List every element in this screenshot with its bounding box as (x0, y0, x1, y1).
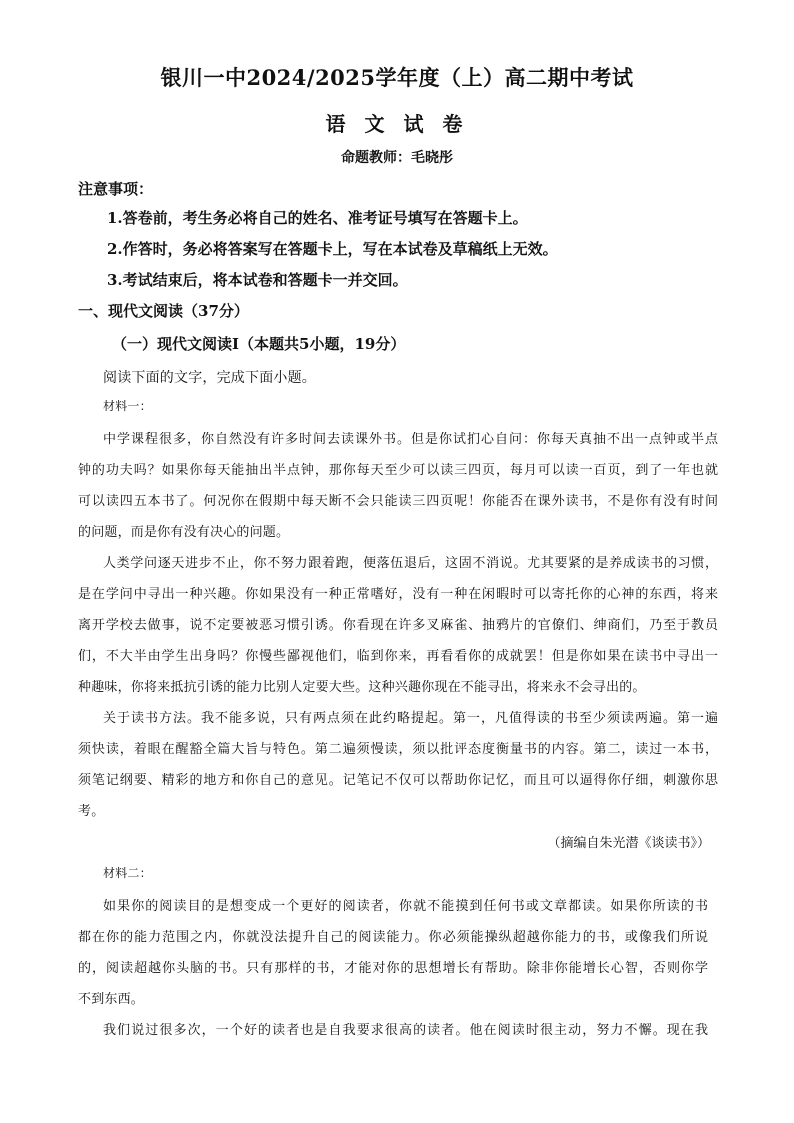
notice-item: 1.答卷前，考生务必将自己的姓名、准考证号填写在答题卡上。 (107, 209, 528, 227)
notice-item: 2.作答时，务必将答案写在答题卡上，写在本试卷及草稿纸上无效。 (107, 240, 558, 258)
material-label: 材料二： (103, 866, 152, 880)
instruction-text: 阅读下面的文字，完成下面小题。 (103, 370, 316, 386)
text-line: 关于读书方法。我不能多说，只有两点须在此约略提起。第一，凡值得读的书至少须读两遍。第一遍 (103, 711, 718, 726)
paper-subtitle: 语 文 试 卷 (325, 112, 469, 136)
text-line: 离开学校去做事，说不定要被恶习惯引诱。你看现在许多叉麻雀、抽鸦片的官僚们、绅商们，乃至于教员 (78, 618, 718, 633)
source-citation: （摘编自朱光潜《谈读书》） (547, 836, 710, 851)
text-line: 的，阅读超越你头脑的书。只有那样的书，才能对你的思想增长有帮助。除非你能增长心智，否则你学 (78, 961, 708, 976)
material-label: 材料一： (103, 399, 152, 413)
text-line: 我们说过很多次，一个好的读者也是自我要求很高的读者。他在阅读时很主动，努力不懈。现在我 (103, 1023, 708, 1038)
text-line: 们，不大半由学生出身吗？你慢些鄙视他们，临到你来，再看看你的成就罢！但是你如果在读书中寻出一 (78, 649, 718, 664)
text-line: 如果你的阅读目的是想变成一个更好的阅读者，你就不能摸到任何书或文章都读。如果你所读的书 (103, 899, 708, 914)
text-line: 须笔记纲要、精彩的地方和你自己的意见。记笔记不仅可以帮助你记忆，而且可以逼得你仔细，刺激你思 (78, 773, 718, 788)
exam-title: 银川一中2024/2025学年度（上）高二期中考试 (160, 65, 634, 90)
section-heading: 一、现代文阅读（37分） (78, 302, 249, 320)
sub-section-heading: （一）现代文阅读Ⅰ（本题共5小题，19分） (112, 335, 406, 353)
text-line: 是在学问中寻出一种兴趣。你如果没有一种正常嗜好，没有一种在闲暇时可以寄托你的心神的东西，将来 (78, 587, 718, 602)
text-line: 都在你的能力范围之内，你就没法提升自己的阅读能力。你必须能操纵超越你能力的书，或像我们所说 (78, 930, 708, 945)
notice-item: 3.考试结束后，将本试卷和答题卡一并交回。 (107, 271, 408, 289)
text-line: 种趣味，你将来抵抗引诱的能力比别人定要大些。这种兴趣你现在不能寻出，将来永不会寻出的。 (78, 680, 646, 695)
text-line: 人类学问逐天进步不止，你不努力跟着跑，便落伍退后，这固不消说。尤其要紧的是养成读书的习惯， (103, 556, 718, 571)
text-line: 钟的功夫吗？如果你每天能抽出半点钟，那你每天至少可以读三四页，每月可以读一百页，到了一年也就 (78, 463, 718, 478)
author-line: 命题教师：毛晓彤 (341, 150, 453, 166)
text-line: 可以读四五本书了。何况你在假期中每天断不会只能读三四页呢！你能否在课外读书，不是你有没有时间 (78, 494, 718, 509)
notice-heading: 注意事项： (78, 180, 154, 198)
text-line: 须快读，着眼在醒豁全篇大旨与特色。第二遍须慢读，须以批评态度衡量书的内容。第二，读过一本书， (78, 742, 718, 757)
text-line: 不到东西。 (78, 992, 145, 1007)
text-line: 的问题，而是你有没有决心的问题。 (78, 525, 290, 540)
text-line: 中学课程很多，你自然没有许多时间去读课外书。但是你试扪心自问：你每天真抽不出一点钟或半点 (103, 432, 718, 447)
text-line: 考。 (78, 804, 105, 819)
